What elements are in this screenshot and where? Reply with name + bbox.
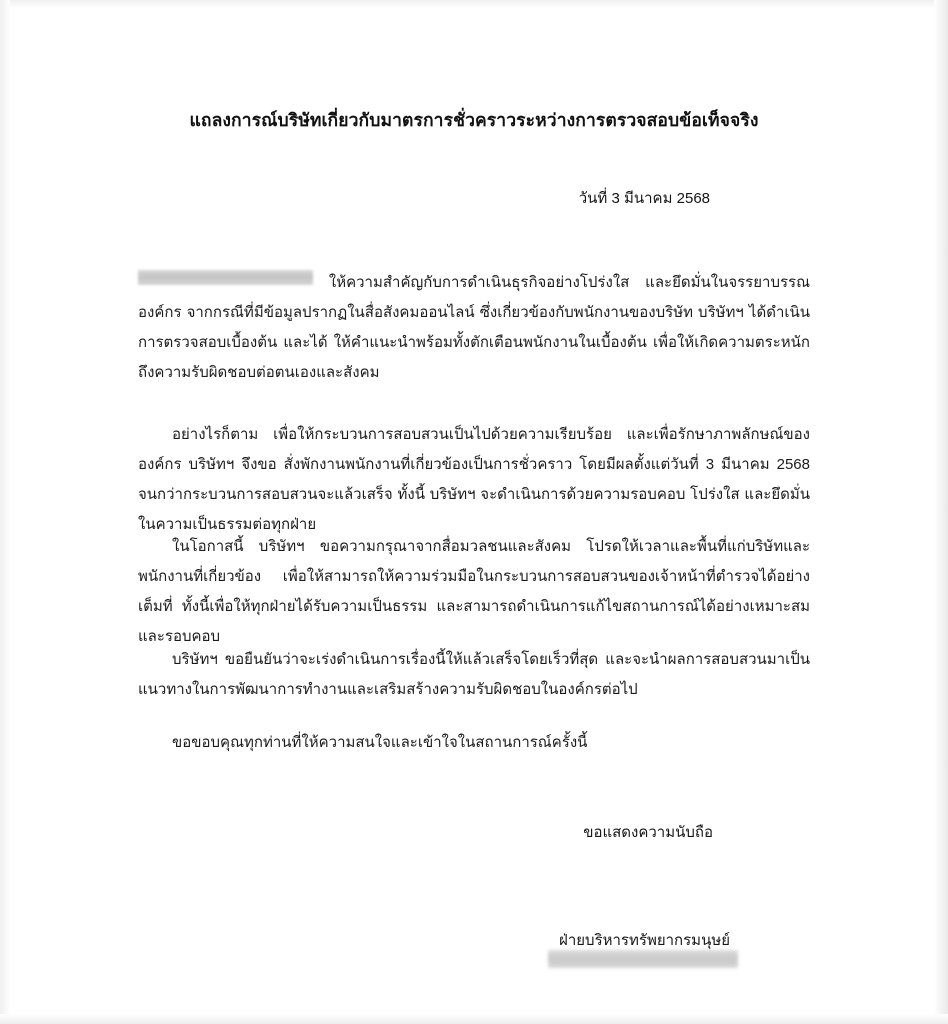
redacted-company-name (138, 270, 313, 285)
paragraph-1-text: ให้ความสำคัญกับการดำเนินธุรกิจอย่างโปร่งใส และยึดมั่นในจรรยาบรรณองค์กร จากกรณีที่มีข้อมูลปรากฏในสื่อสังคมออนไลน์ ซึ่งเกี่ยวข้องกับพนักงานของบริษัท บริษัทฯ ได้ดำเนินการตรวจสอบเบื้องต้น และได้ ให้คำแนะนำพร้อมทั้งตักเตือนพนักงานในเบื้องต้น เพื่อให้เกิดความตระหนักถึงความรับผิดชอบต่อตนเองและสังคม (138, 274, 811, 381)
paragraph-2: อย่างไรก็ตาม เพื่อให้กระบวนการสอบสวนเป็นไปด้วยความเรียบร้อย และเพื่อรักษาภาพลักษณ์ขององค์กร บริษัทฯ จึงขอ สั่งพักงานพนักงานที่เกี่ยวข้องเป็นการชั่วคราว โดยมีผลตั้งแต่วันที่ 3 มีนาคม 2568 จนกว่ากระบวนการสอบสวนจะแล้วเสร็จ ทั้งนี้ บริษัทฯ จะดำเนินการด้วยความรอบคอบ โปร่งใส และยึดมั่นในความเป็นธรรมต่อทุกฝ่าย (138, 426, 810, 533)
paragraph-5: ขอขอบคุณทุกท่านที่ให้ความสนใจและเข้าใจในสถานการณ์ครั้งนี้ (172, 734, 588, 751)
page-edge-left (0, 0, 10, 1024)
document-date: วันที่ 3 มีนาคม 2568 (578, 190, 710, 207)
document-title: แถลงการณ์บริษัทเกี่ยวกับมาตรการชั่วคราวระหว่างการตรวจสอบข้อเท็จจริง (189, 110, 759, 130)
paragraph-3: ในโอกาสนี้ บริษัทฯ ขอความกรุณาจากสื่อมวลชนและสังคม โปรดให้เวลาและพื้นที่แก่บริษัทและพนักงานที่เกี่ยวข้อง เพื่อให้สามารถให้ความร่วมมือในกระบวนการสอบสวนของเจ้าหน้าที่ตำรวจได้อย่างเต็มที่ ทั้งนี้เพื่อให้ทุกฝ่ายได้รับความเป็นธรรม และสามารถดำเนินการแก้ไขสถานการณ์ได้อย่างเหมาะสมและรอบคอบ (138, 538, 810, 645)
page-edge-bottom (0, 1014, 948, 1024)
page-edge-top (0, 0, 948, 8)
paragraph-1 (138, 268, 810, 388)
page-edge-right (934, 0, 948, 1024)
paragraph-4: บริษัทฯ ขอยืนยันว่าจะเร่งดำเนินการเรื่องนี้ให้แล้วเสร็จโดยเร็วที่สุด และจะนำผลการสอบสวนมาเป็นแนวทางในการพัฒนาการทำงานและเสริมสร้างความรับผิดชอบในองค์กรต่อไป (138, 651, 810, 698)
signer-department: ฝ่ายบริหารทรัพยากรมนุษย์ (559, 932, 730, 949)
redacted-signature-block (548, 950, 738, 968)
closing-salutation: ขอแสดงความนับถือ (583, 824, 713, 841)
